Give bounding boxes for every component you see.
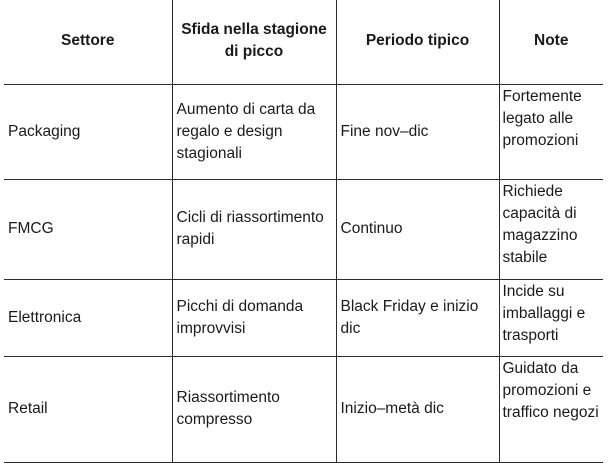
table-row [4,179,603,279]
cell-settore: FMCG [4,179,172,279]
table-row [4,356,603,462]
header-sfida: Sfida nella stagione di picco [172,0,336,84]
table-container [4,0,603,463]
cell-sfida: Picchi di domanda improvvisi [172,279,336,356]
cell-note: Richiede capacità di magazzino stabile [499,179,603,279]
header-note: Note [499,0,603,84]
cell-note: Fortemente legato alle promozioni [499,84,603,179]
cell-sfida: Riassortimento compresso [172,356,336,462]
table-header-row [4,0,603,84]
cell-periodo: Continuo [336,179,499,279]
header-settore: Settore [4,0,172,84]
cell-sfida: Aumento di carta da regalo e design stagionali [172,84,336,179]
cell-note: Guidato da promozioni e traffico negozi [499,356,603,462]
cell-settore: Packaging [4,84,172,179]
cell-settore: Elettronica [4,279,172,356]
cell-periodo: Fine nov–dic [336,84,499,179]
cell-settore: Retail [4,356,172,462]
cell-periodo: Black Friday e inizio dic [336,279,499,356]
seasonal-peak-table [4,0,603,463]
cell-note: Incide su imballaggi e trasporti [499,279,603,356]
header-periodo: Periodo tipico [336,0,499,84]
table-row [4,84,603,179]
table-row [4,279,603,356]
cell-sfida: Cicli di riassortimento rapidi [172,179,336,279]
cell-periodo: Inizio–metà dic [336,356,499,462]
